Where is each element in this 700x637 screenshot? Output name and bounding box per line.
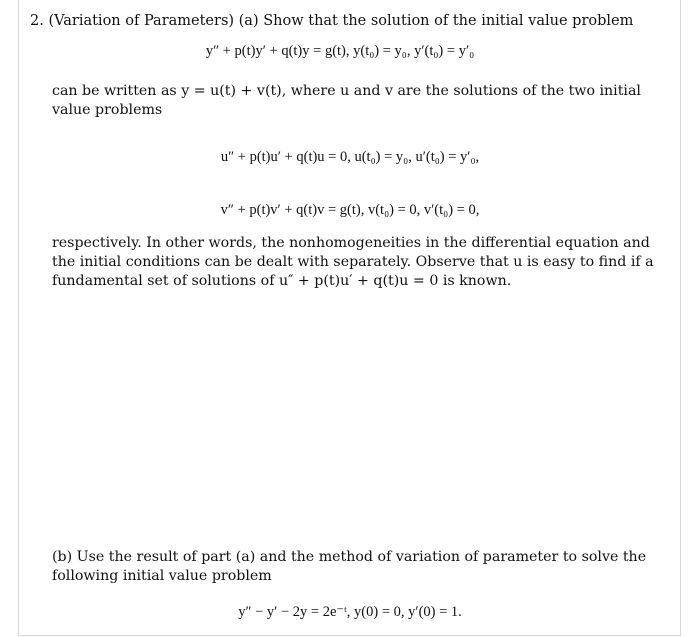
paragraph-respectively: respectively. In other words, the nonhomogeneities in the differential equation and the initial conditions can be dealt with separately. Observe that u is easy to find if a fundamental set of solutions of u″ + p(t)u′ + q(t)u = 0 is known. [52, 235, 654, 289]
problem-header: 2. (Variation of Parameters) (a) Show that the solution of the initial value problem [30, 13, 634, 29]
paragraph-written-as: can be written as y = u(t) + v(t), where u and v are the solutions of the two initial value problems [52, 83, 641, 118]
part-b-text: (b) Use the result of part (a) and the method of variation of parameter to solve the following initial value problem [52, 549, 647, 584]
equation-v: v″ + p(t)v′ + q(t)v = g(t), v(t₀) = 0, v′(t₀) = 0, [220, 202, 480, 218]
equation-u: u″ + p(t)u′ + q(t)u = 0, u(t₀) = y₀, u′(t₀) = y′₀, [220, 149, 480, 165]
equation-ivp: y″ + p(t)y′ + q(t)y = g(t), y(t₀) = y₀, y′(t₀) = y′₀ [205, 43, 475, 59]
equation-part-b: y″ − y′ − 2y = 2e⁻ᵗ, y(0) = 0, y′(0) = 1. [238, 604, 462, 620]
